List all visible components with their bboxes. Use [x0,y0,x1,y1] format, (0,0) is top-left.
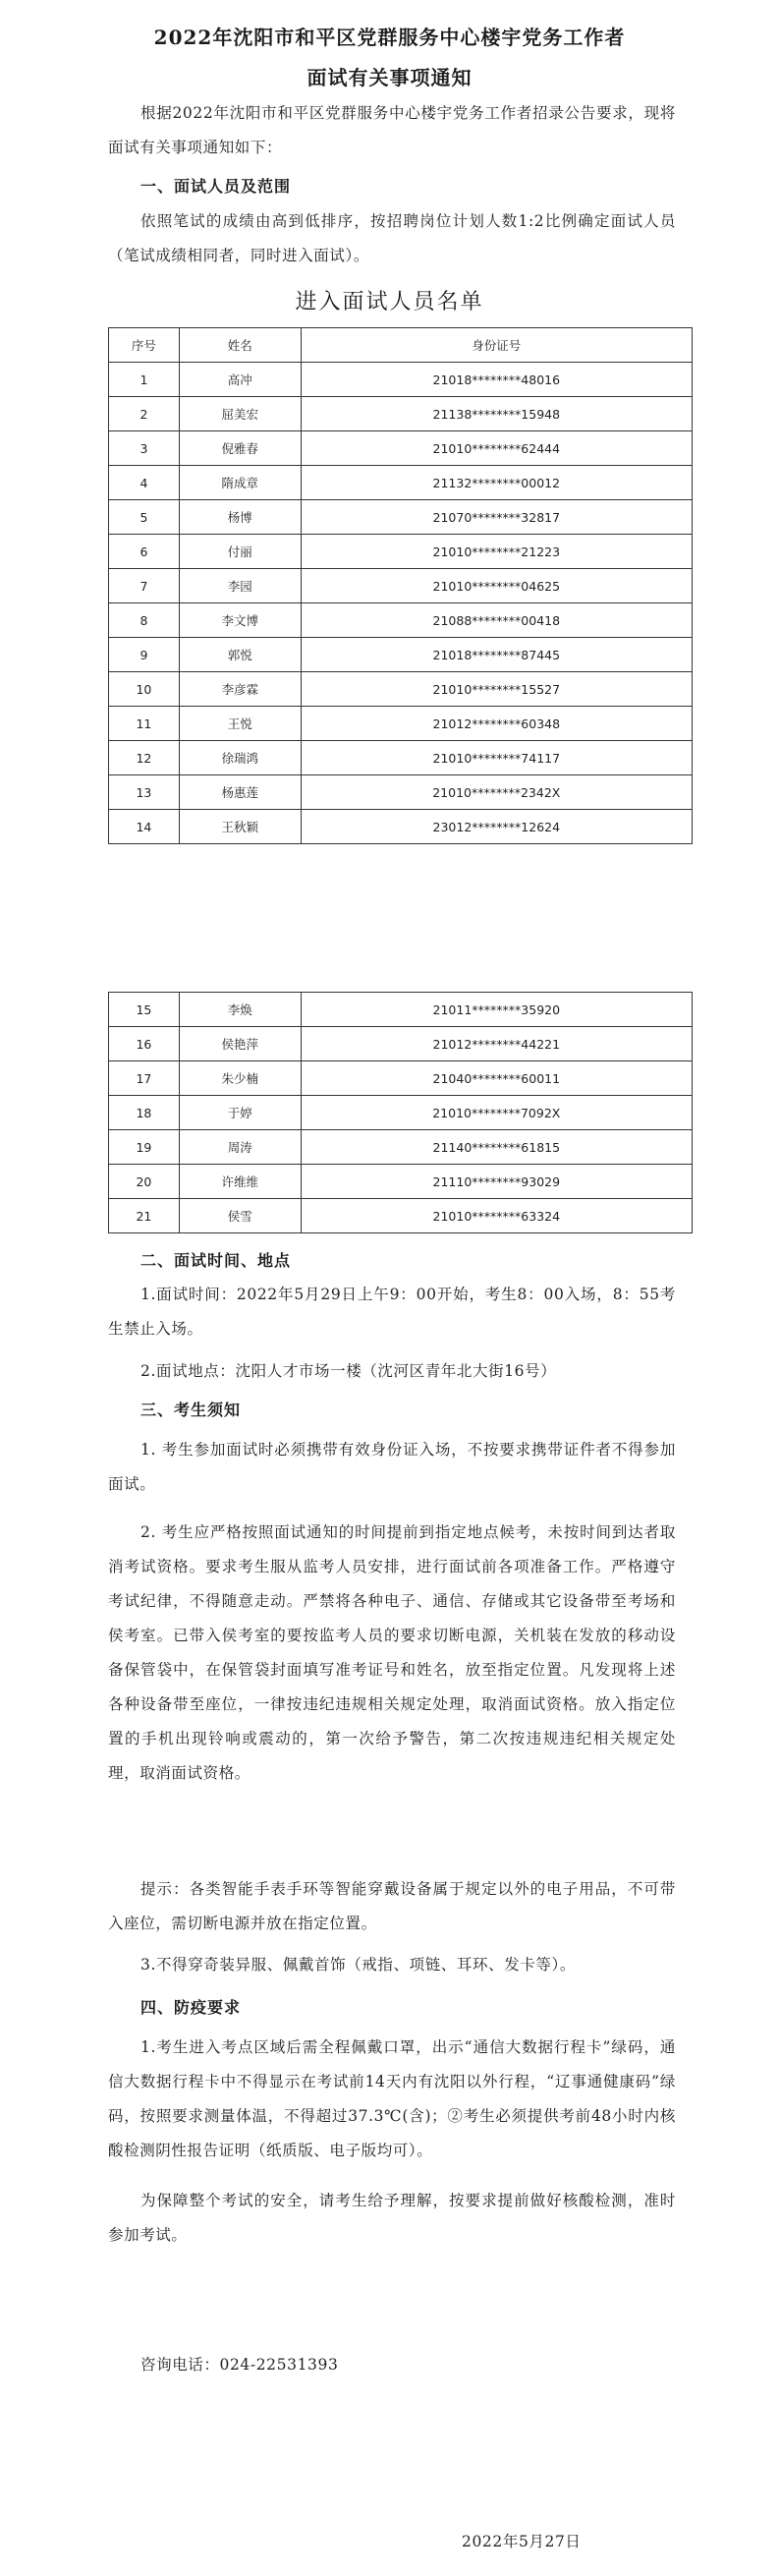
row-name: 倪雅春 [179,431,301,466]
row-id-number: 21018********48016 [301,363,692,397]
row-name: 李园 [179,569,301,603]
row-number: 11 [109,707,180,741]
row-name: 隋成章 [179,466,301,500]
row-number: 1 [109,363,180,397]
row-id-number: 21010********7092X [301,1096,692,1130]
row-number: 8 [109,603,180,638]
section4-heading: 四、防疫要求 [140,1998,242,2017]
section1-text: 依照笔试的成绩由高到低排序，按招聘岗位计划人数1:2比例确定面试人员（笔试成绩相同者，同时进入面试）。 [108,212,676,264]
row-number: 10 [109,672,180,707]
table-row [109,363,693,397]
row-number: 13 [109,775,180,810]
row-name: 王悦 [179,707,301,741]
row-name: 高冲 [179,363,301,397]
row-id-number: 21010********15527 [301,672,692,707]
section4-item2: 为保障整个考试的安全，请考生给予理解，按要求提前做好核酸检测，准时参加考试。 [108,2192,676,2244]
table-row [109,1096,693,1130]
section3-item3: 3.不得穿奇装异服、佩戴首饰（戒指、项链、耳环、发卡等）。 [140,1956,576,1974]
row-number: 2 [109,397,180,431]
row-number: 9 [109,638,180,672]
row-id-number: 21010********21223 [301,535,692,569]
table-row [109,1130,693,1165]
table-row [109,431,693,466]
row-id-number: 21012********60348 [301,707,692,741]
row-id-number: 21088********00418 [301,603,692,638]
row-name: 于婷 [179,1096,301,1130]
table-row [109,1165,693,1199]
row-name: 王秋颖 [179,810,301,844]
row-number: 15 [109,993,180,1027]
row-id-number: 21138********15948 [301,397,692,431]
notice-title-line1: 2022年沈阳市和平区党群服务中心楼宇党务工作者 [153,26,626,49]
row-number: 6 [109,535,180,569]
row-number: 4 [109,466,180,500]
row-name: 徐瑞鸿 [179,741,301,775]
row-number: 21 [109,1199,180,1233]
table-row [109,1061,693,1096]
notice-title-line2: 面试有关事项通知 [306,66,473,89]
row-name: 付丽 [179,535,301,569]
row-id-number: 21110********93029 [301,1165,692,1199]
section3-tip: 提示：各类智能手表手环等智能穿戴设备属于规定以外的电子用品，不可带入座位，需切断电源并放在指定位置。 [108,1880,676,1932]
table-row [109,535,693,569]
row-id-number: 21010********2342X [301,775,692,810]
candidate-table-part2 [108,992,693,1233]
table-row [109,466,693,500]
row-number: 3 [109,431,180,466]
row-name: 郭悦 [179,638,301,672]
table-row [109,500,693,535]
table-row [109,638,693,672]
row-number: 16 [109,1027,180,1061]
intro-paragraph: 根据2022年沈阳市和平区党群服务中心楼宇党务工作者招录公告要求，现将面试有关事项通知如下： [108,104,676,156]
table-header-row [109,328,693,363]
header-name: 姓名 [179,328,301,363]
table-row [109,707,693,741]
header-number: 序号 [109,328,180,363]
row-name: 杨惠莲 [179,775,301,810]
row-number: 20 [109,1165,180,1199]
table-row [109,810,693,844]
row-id-number: 21140********61815 [301,1130,692,1165]
table-row [109,741,693,775]
section3-item1: 1. 考生参加面试时必须携带有效身份证入场，不按要求携带证件者不得参加面试。 [108,1441,676,1493]
row-id-number: 21010********04625 [301,569,692,603]
row-name: 李彦霖 [179,672,301,707]
row-id-number: 21010********74117 [301,741,692,775]
table-row [109,569,693,603]
header-id: 身份证号 [301,328,692,363]
candidate-table-part1 [108,327,693,844]
table-row [109,603,693,638]
section1-heading: 一、面试人员及范围 [140,177,292,196]
row-name: 李文博 [179,603,301,638]
section2-time: 1.面试时间：2022年5月29日上午9：00开始，考生8：00入场，8：55考生禁止入场。 [108,1286,676,1338]
section2-place: 2.面试地点：沈阳人才市场一楼（沈河区青年北大街16号） [140,1362,557,1380]
row-number: 14 [109,810,180,844]
table-row [109,672,693,707]
row-id-number: 23012********12624 [301,810,692,844]
row-name: 侯雪 [179,1199,301,1233]
row-id-number: 21070********32817 [301,500,692,535]
table-row [109,1027,693,1061]
list-title: 进入面试人员名单 [295,290,484,315]
row-name: 周涛 [179,1130,301,1165]
table-row [109,775,693,810]
row-number: 7 [109,569,180,603]
table-row [109,1199,693,1233]
row-name: 李焕 [179,993,301,1027]
row-id-number: 21010********62444 [301,431,692,466]
row-name: 许维维 [179,1165,301,1199]
row-number: 18 [109,1096,180,1130]
section2-heading: 二、面试时间、地点 [140,1251,292,1270]
row-number: 17 [109,1061,180,1096]
table-row [109,397,693,431]
row-id-number: 21040********60011 [301,1061,692,1096]
notice-date: 2022年5月27日 [462,2533,582,2550]
section4-item1: 1.考生进入考点区域后需全程佩戴口罩，出示“通信大数据行程卡”绿码，通信大数据行程卡中不得显示在考试前14天内有沈阳以外行程，“辽事通健康码”绿码，按照要求测量体温，不得超过37.3℃(含)；②考生必须提供考前48小时内核酸检测阴性报告证明（纸质版、电子版均可）。 [108,2038,676,2159]
section3-heading: 三、考生须知 [140,1401,242,1419]
section3-item2: 2. 考生应严格按照面试通知的时间提前到指定地点候考，未按时间到达者取消考试资格。要求考生服从监考人员安排，进行面试前各项准备工作。严格遵守考试纪律，不得随意走动。严禁将各种电子、通信、存储或其它设备带至考场和侯考室。已带入侯考室的要按监考人员的要求切断电源，关机装在发放的移动设备保管袋中，在保管袋封面填写准考证号和姓名，放至指定位置。凡发现将上述各种设备带至座位，一律按违纪违规相关规定处理，取消面试资格。放入指定位置的手机出现铃响或震动的，第一次给予警告，第二次按违规违纪相关规定处理，取消面试资格。 [108,1523,676,1782]
row-name: 朱少楠 [179,1061,301,1096]
row-name: 杨博 [179,500,301,535]
row-id-number: 21012********44221 [301,1027,692,1061]
table-row [109,993,693,1027]
row-id-number: 21132********00012 [301,466,692,500]
contact-phone: 咨询电话：024-22531393 [140,2356,339,2374]
row-name: 侯艳萍 [179,1027,301,1061]
row-number: 5 [109,500,180,535]
row-name: 屈美宏 [179,397,301,431]
row-id-number: 21010********63324 [301,1199,692,1233]
row-number: 19 [109,1130,180,1165]
row-id-number: 21018********87445 [301,638,692,672]
row-number: 12 [109,741,180,775]
row-id-number: 21011********35920 [301,993,692,1027]
